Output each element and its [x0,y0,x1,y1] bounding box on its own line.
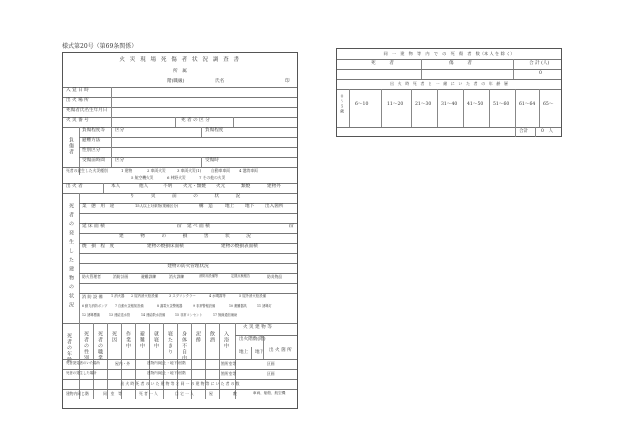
dead-header: 死 者 [371,61,394,66]
category-label: 区分 [115,128,125,133]
fire-manager: 防火管理者 [82,274,101,279]
equipment-5: 5 屋外消火栓設備 [239,294,266,298]
fire-equipment: 消防用設備等 [199,274,219,278]
injury-specified-label: 負傷程度 [205,128,224,133]
col-drinking: 飲酒 [209,331,215,343]
fire-type-other: 7 その他の火災 [199,175,226,180]
same-building-casualties-table [336,48,562,137]
flame-retardant: 防炎物品 [267,274,283,279]
outbreak-origin-spread: 火元・類焼 [183,184,206,189]
outbreak-other: 他人 [139,184,149,189]
age-31-40: 31〜40 [441,102,458,107]
evacuation-label: 避難方法 [82,138,101,143]
right-title: 同 一 建 物 等 内 で の 死 傷 者 数（本 人 を 除 く） [383,51,515,56]
equipment-11: 11 誘導灯 [257,304,272,308]
age-51-60: 51〜60 [493,102,510,107]
col-occupation: 死者の職業 [97,331,103,361]
death-section: 区画 [267,371,275,376]
found-place-label: 死者発見者のいた場所 [66,361,100,365]
burn-degree-label: 焼 損 程 度 [82,244,115,249]
death-building-floor: 建物内(地上・地下)回階 [147,371,186,375]
found-room: 箇所室等 [221,361,237,366]
inspection-report: 定期点検報告 [231,274,251,278]
same-floor: 建物内同じ階 [66,391,89,396]
outbreak-person-label: 出 火 者 [66,184,83,189]
injury-level-label: 負傷程度等 [82,128,105,133]
age-21-30: 21〜30 [415,102,432,107]
col-age: 死者の年齢 [66,333,72,363]
equipment-12: 12 誘導標識 [82,313,100,317]
extinguish-drill: 消火訓練 [169,274,185,279]
below-ground: 地下 [245,204,255,209]
condition-label: 性別区分 [82,148,101,153]
found-section: 区画 [267,361,275,366]
structure-label: 構 造 [199,204,213,209]
injured-header: 傷 者 [449,61,472,66]
name-label: 氏名 [215,79,225,84]
col-sex: 死者の性別 [83,331,89,361]
evac-drill: 避難訓練 [141,274,157,279]
same-room: 同 室 等 [103,391,122,396]
age-caption: 出 火 時 死 者 と 一 緒 に い た 者 の 年 齢 層 [390,81,508,86]
col-bathing: 入浴中 [223,331,229,349]
equipment-17: 17 無線通信補助 [213,313,238,317]
equipment-14: 14 連結散水設備 [141,313,166,317]
col-sleeping: 就寝中 [153,331,159,349]
equipment-7: 7 自動火災報知設備 [115,304,144,308]
openings: 出入箇所 [265,204,284,209]
equipment-title: 消 防 設 備 [82,294,103,299]
owner-name-label: 死傷者氏名生年月日 [66,108,108,113]
equipment-15: 15 非常コンセント [175,313,203,317]
total-header: 合 計 (人) [529,61,550,66]
vehicles: 車両、船舶、航空機 [253,391,286,395]
above-ground: 地上 [225,204,235,209]
equipment-10: 10 避難器具 [229,304,247,308]
alone: 死 者 一 人 [139,391,158,396]
age-6-10: 6〜10 [355,102,369,107]
fire-type-car: 自動車車両 [211,168,230,173]
equipment-2: 2 屋内消火栓設備 [131,294,158,298]
fire-type-forest: 6 林野火災 [167,175,186,180]
form-number: 様式第20号（第69条関係） [62,43,138,50]
fire-type-vehicle: 2 車両火災 [147,168,166,173]
outbreak-self: 本人 [111,184,121,189]
floor-area-label: 延 床 面 積 [82,224,105,229]
found-inout: 屋内・外 [115,361,131,366]
fire-type-port: 4 港湾車両 [239,168,258,173]
equipment-4: 4 水噴霧等 [209,294,226,298]
usage-label: 業 態 用 途 [82,204,115,209]
fire-type-vehicle-sub: 3 車両火災(1) [177,168,202,173]
large-facility-label: 15人以上対象物(業種区分) [135,204,179,208]
total-count: 0 [539,71,542,76]
fire-type-caption: 死者の発生した火災種別 [66,168,108,173]
rank-label: 階(職級) [167,79,185,84]
entry-date-label: 入 覚 日 時 [66,88,89,93]
burned-surface-area-label: 建物の焼損表面積 [221,244,258,249]
total-label: 合計 [519,129,529,134]
seal-mark: 印 [285,79,290,84]
roof: 屋 [209,391,213,396]
age-41-50: 41〜50 [467,102,484,107]
death-place-label: 死者の発生した場所 [66,371,97,375]
injured-side-label: 負傷者 [68,137,74,155]
equipment-3: 3 スプリンクラー [169,294,196,298]
fire-plan: 消防計画 [113,274,129,279]
total-value: 0 人 [541,129,554,134]
building-status-side: 死者の発生した建物の状況 [68,203,74,311]
underground-label: 地下 [255,350,265,355]
ground-label: 地上 [239,350,249,355]
col-bedridden: 寝たきり [167,331,173,355]
age-61-64: 61〜64 [519,102,536,107]
col-evacuating: 避難中 [139,331,145,349]
outbreak-spread: 類焼 [241,184,251,189]
age-11-20: 11〜20 [387,102,404,107]
outbreak-outside: 建物外 [267,184,281,189]
casualty-survey-form [62,52,298,409]
section-status: り 災 前 の 状 況 [129,194,247,199]
form-title: 火 災 現 場 死 傷 者 状 況 調 査 書 [119,57,241,63]
equipment-6: 6 動力消防ポンプ [82,304,108,308]
category2-label: 区分 [115,158,125,163]
home-alone: 目 宅 一 人 [175,391,194,396]
total-area-label: 延 べ 面 積 [187,224,210,229]
outbreak-unknown: 不明 [163,184,173,189]
equipment-13: 13 連結送水管 [109,313,131,317]
floor-area-unit: ㎡ [177,224,182,229]
age-65-plus: 65〜 [543,102,554,107]
affiliation-label: 所 属 [173,69,187,74]
hospital-time-label: 受傷前時間 [82,158,105,163]
section-damage: 建 物 の 損 害 状 況 [119,234,257,239]
equipment-9: 9 非常警報設備 [193,304,216,308]
col-working: 作業中 [125,331,131,349]
outbreak-origin: 火元 [216,184,226,189]
hospital-time2-label: 受傷時 [205,158,219,163]
col-disabled: 身体不自由 [181,331,187,361]
burned-floor-area-label: 建物の焼損床面積 [147,244,184,249]
equipment-8: 8 漏電火災警報器 [157,304,183,308]
section-fire-management: 建物の防火管理状況 [167,264,209,269]
casualty-type-label: 死 者 の 区 分 [181,118,210,123]
found-building-floor: 建物内(地上・地下)回階 [147,361,186,365]
total-area-unit: ㎡ [289,224,294,229]
col-cause: 死因 [111,331,117,343]
equipment-1: 1 消火器 [111,294,125,298]
fire-location-label: 出 火 箇 所 [269,348,292,353]
same-building-caption: 出 火 時 死 者 の い た 建 物 等 と 同 一 の 建 物 等 に い た 者 の 数 [120,381,240,386]
premises: 敷 [233,391,237,396]
col-drunk: 泥酔 [195,331,201,343]
outbreak-location-label: 出 火 場 所 [66,98,89,103]
death-room: 箇所室等 [221,371,237,376]
fire-number-label: 火 災 番 号 [66,118,89,123]
age-0-5: ０〜５歳 [340,94,345,114]
fire-type-aircraft: 5 航空機火災 [131,175,154,180]
fire-building-label: 火 災 建 物 等 [243,325,272,330]
fire-floor-label: 出火階数(階) [239,337,266,342]
fire-type-building: 1 建物 [121,168,133,173]
